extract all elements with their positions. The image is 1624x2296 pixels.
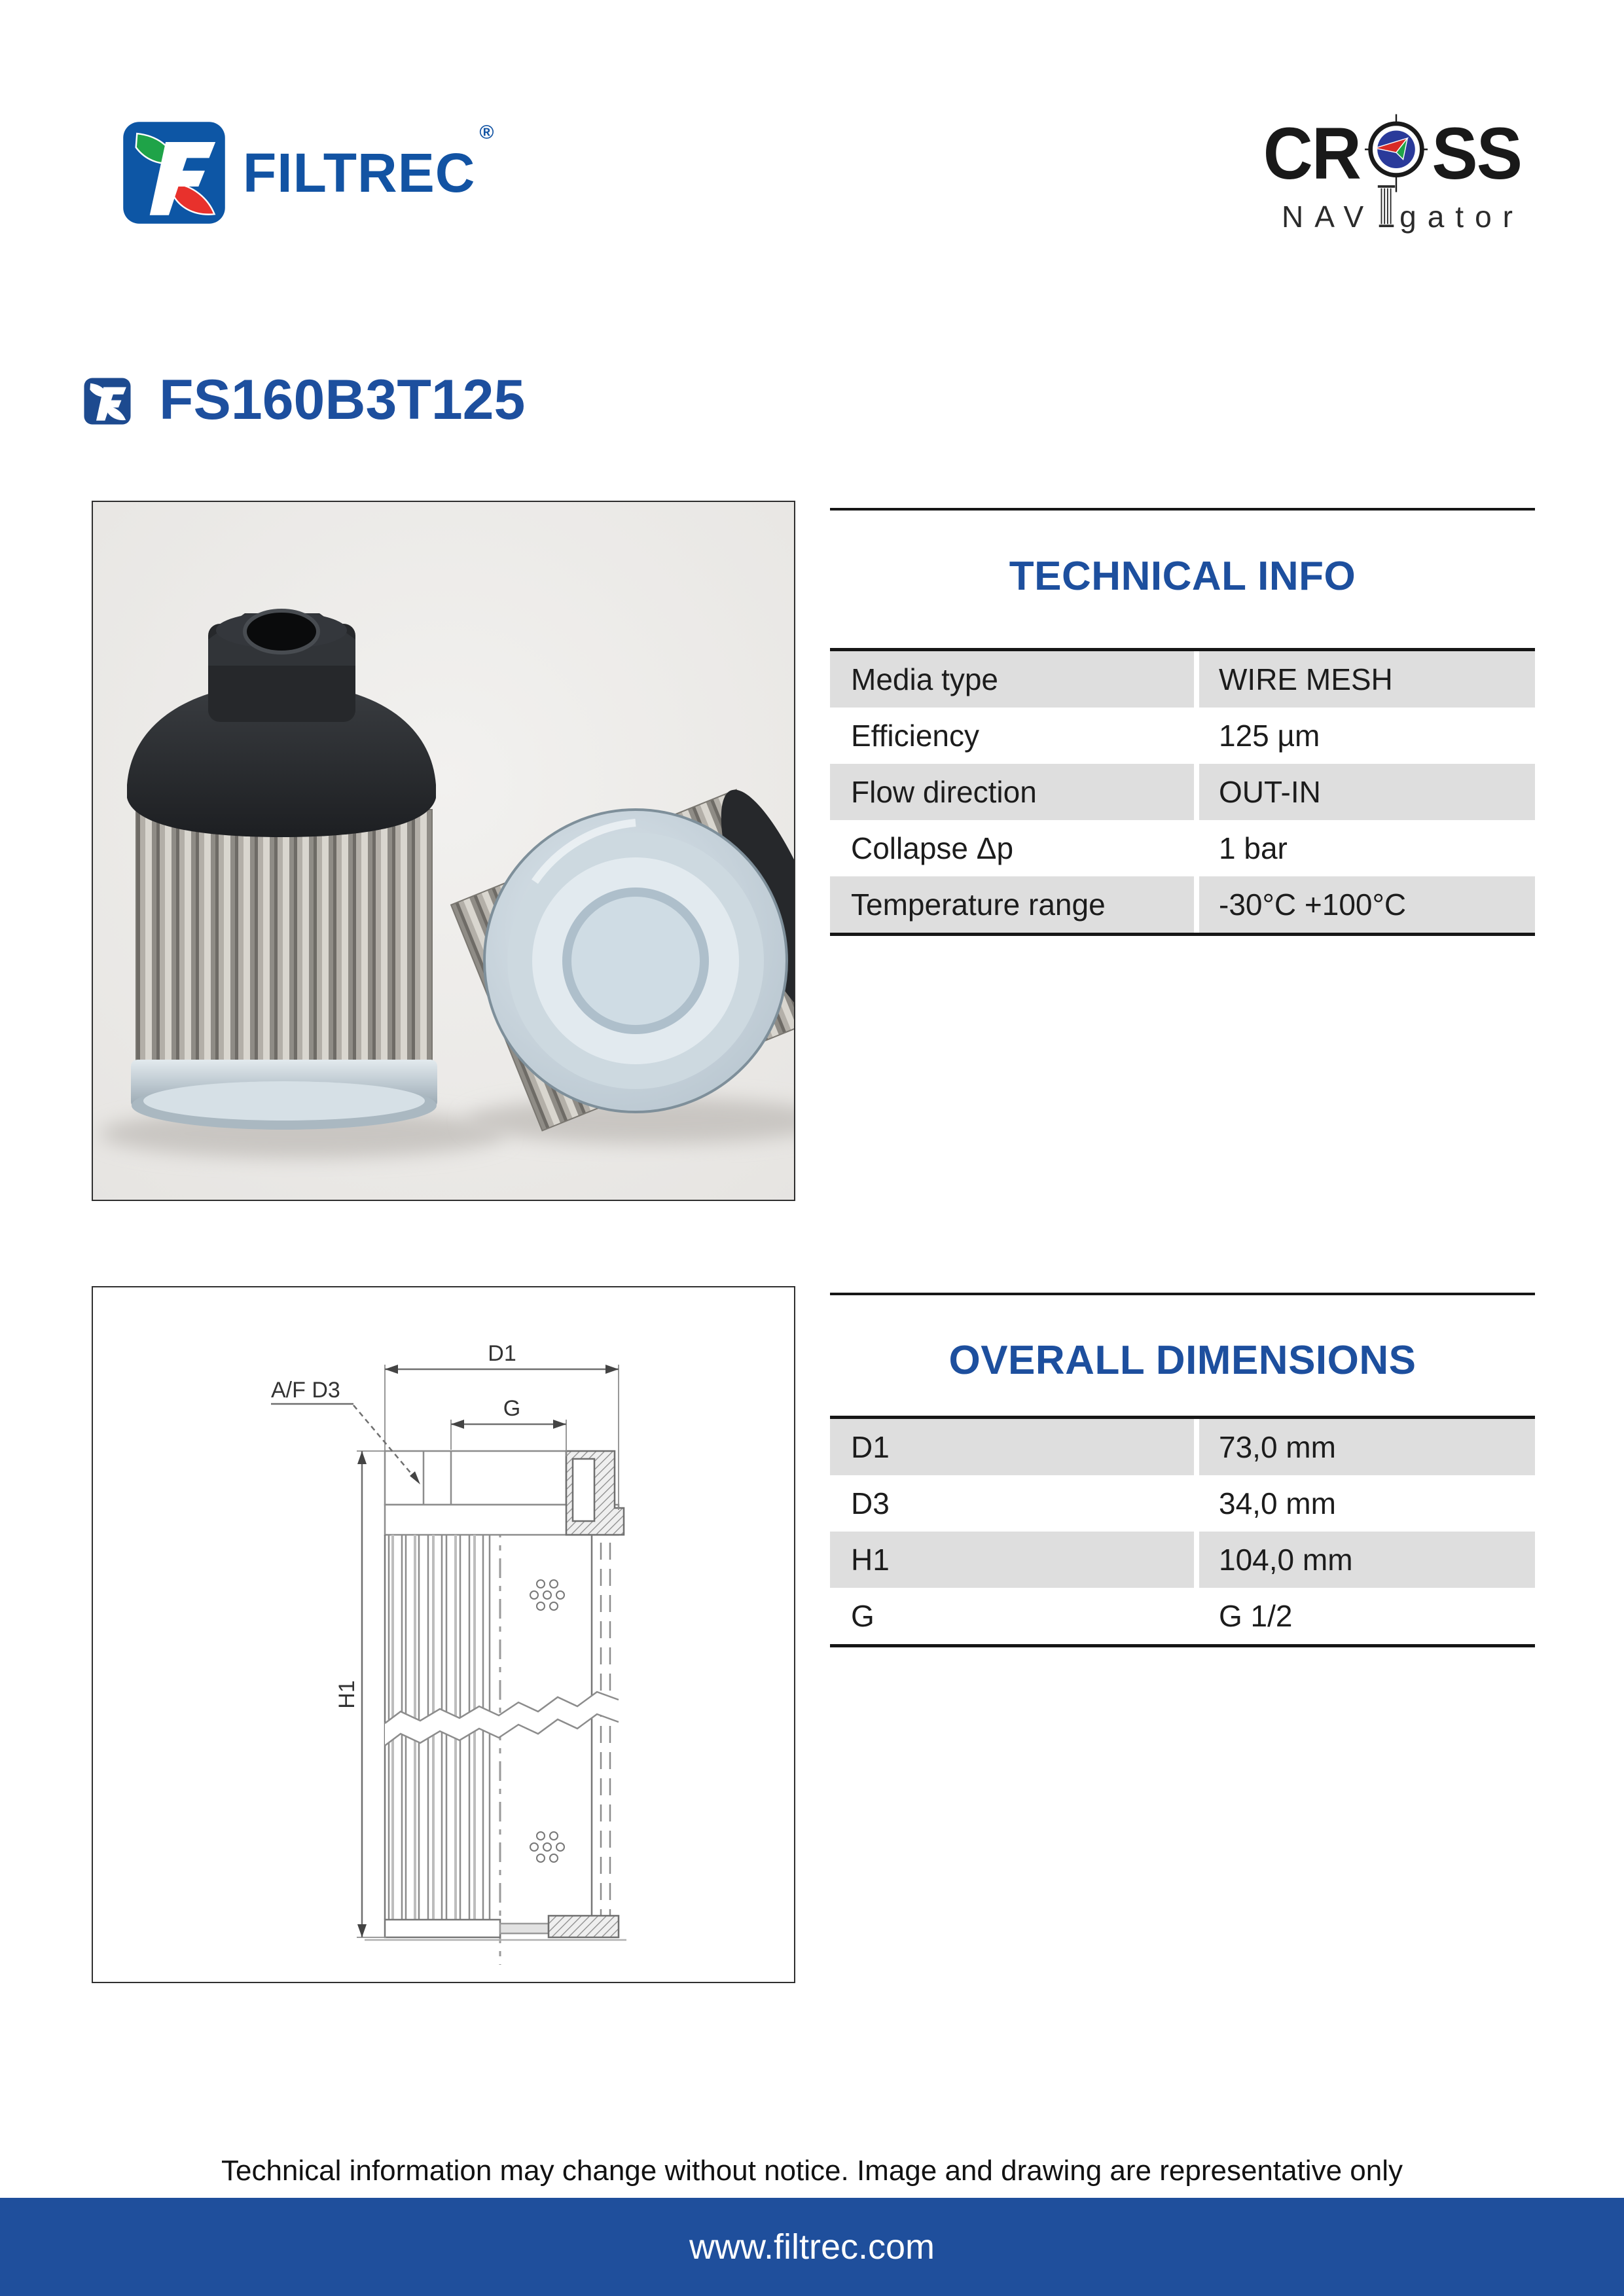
row-value: OUT-IN bbox=[1199, 764, 1535, 820]
row-label: Collapse Δp bbox=[830, 820, 1194, 876]
table-row bbox=[830, 764, 1535, 820]
product-code-icon bbox=[83, 376, 132, 429]
cross-letters-cr: CR bbox=[1263, 112, 1360, 194]
table-row bbox=[830, 1532, 1535, 1588]
technical-info-rule bbox=[830, 508, 1535, 511]
table-row bbox=[830, 820, 1535, 876]
dim-label-d1: D1 bbox=[488, 1341, 516, 1366]
row-label: Temperature range bbox=[830, 876, 1194, 933]
row-value: 104,0 mm bbox=[1199, 1532, 1535, 1588]
row-value: G 1/2 bbox=[1199, 1588, 1535, 1644]
row-label: G bbox=[830, 1588, 1194, 1644]
website-text: www.filtrec.com bbox=[689, 2227, 935, 2267]
row-value: -30°C +100°C bbox=[1199, 876, 1535, 933]
technical-info-title: TECHNICAL INFO bbox=[1009, 554, 1356, 599]
cross-navigator-logo bbox=[1260, 113, 1524, 232]
row-value: 125 µm bbox=[1199, 708, 1535, 764]
row-label: D3 bbox=[830, 1475, 1194, 1532]
cross-letters-ss: SS bbox=[1431, 112, 1521, 194]
technical-info-table bbox=[830, 648, 1535, 936]
nav-text-post: gator bbox=[1399, 200, 1524, 234]
filtrec-f-mark-icon bbox=[121, 120, 227, 226]
table-row bbox=[830, 708, 1535, 764]
overall-dimensions-rule bbox=[830, 1293, 1535, 1295]
product-title-row bbox=[83, 370, 525, 429]
table-row bbox=[830, 1419, 1535, 1475]
drawing-linework bbox=[271, 1365, 626, 1965]
table-row bbox=[830, 876, 1535, 933]
row-label: D1 bbox=[830, 1419, 1194, 1475]
table-row bbox=[830, 1475, 1535, 1532]
dim-label-g: G bbox=[503, 1396, 521, 1421]
row-label: Efficiency bbox=[830, 708, 1194, 764]
product-code: FS160B3T125 bbox=[159, 368, 526, 431]
row-value: 73,0 mm bbox=[1199, 1419, 1535, 1475]
nav-text-pre: NAV bbox=[1281, 200, 1375, 234]
disclaimer-text: Technical information may change without notice. Image and drawing are representative only bbox=[221, 2155, 1403, 2187]
compass-icon bbox=[1365, 114, 1428, 196]
dim-label-afd3: A/F D3 bbox=[271, 1378, 340, 1403]
row-value: 34,0 mm bbox=[1199, 1475, 1535, 1532]
registered-mark: ® bbox=[479, 122, 495, 143]
cross-wordmark bbox=[1260, 113, 1524, 194]
row-label: H1 bbox=[830, 1532, 1194, 1588]
row-value: WIRE MESH bbox=[1199, 651, 1535, 708]
product-photo bbox=[92, 501, 795, 1201]
table-row bbox=[830, 651, 1535, 708]
filtrec-logo bbox=[121, 120, 495, 226]
row-value: 1 bar bbox=[1199, 820, 1535, 876]
row-label: Media type bbox=[830, 651, 1194, 708]
row-label: Flow direction bbox=[830, 764, 1194, 820]
table-row bbox=[830, 1588, 1535, 1644]
dim-label-h1: H1 bbox=[334, 1680, 359, 1709]
filtrec-wordmark: FILTREC® bbox=[243, 122, 495, 204]
overall-dimensions-title: OVERALL DIMENSIONS bbox=[948, 1338, 1416, 1383]
overall-dimensions-table bbox=[830, 1416, 1535, 1647]
footer-bar bbox=[0, 2198, 1624, 2296]
technical-drawing bbox=[92, 1286, 795, 1983]
